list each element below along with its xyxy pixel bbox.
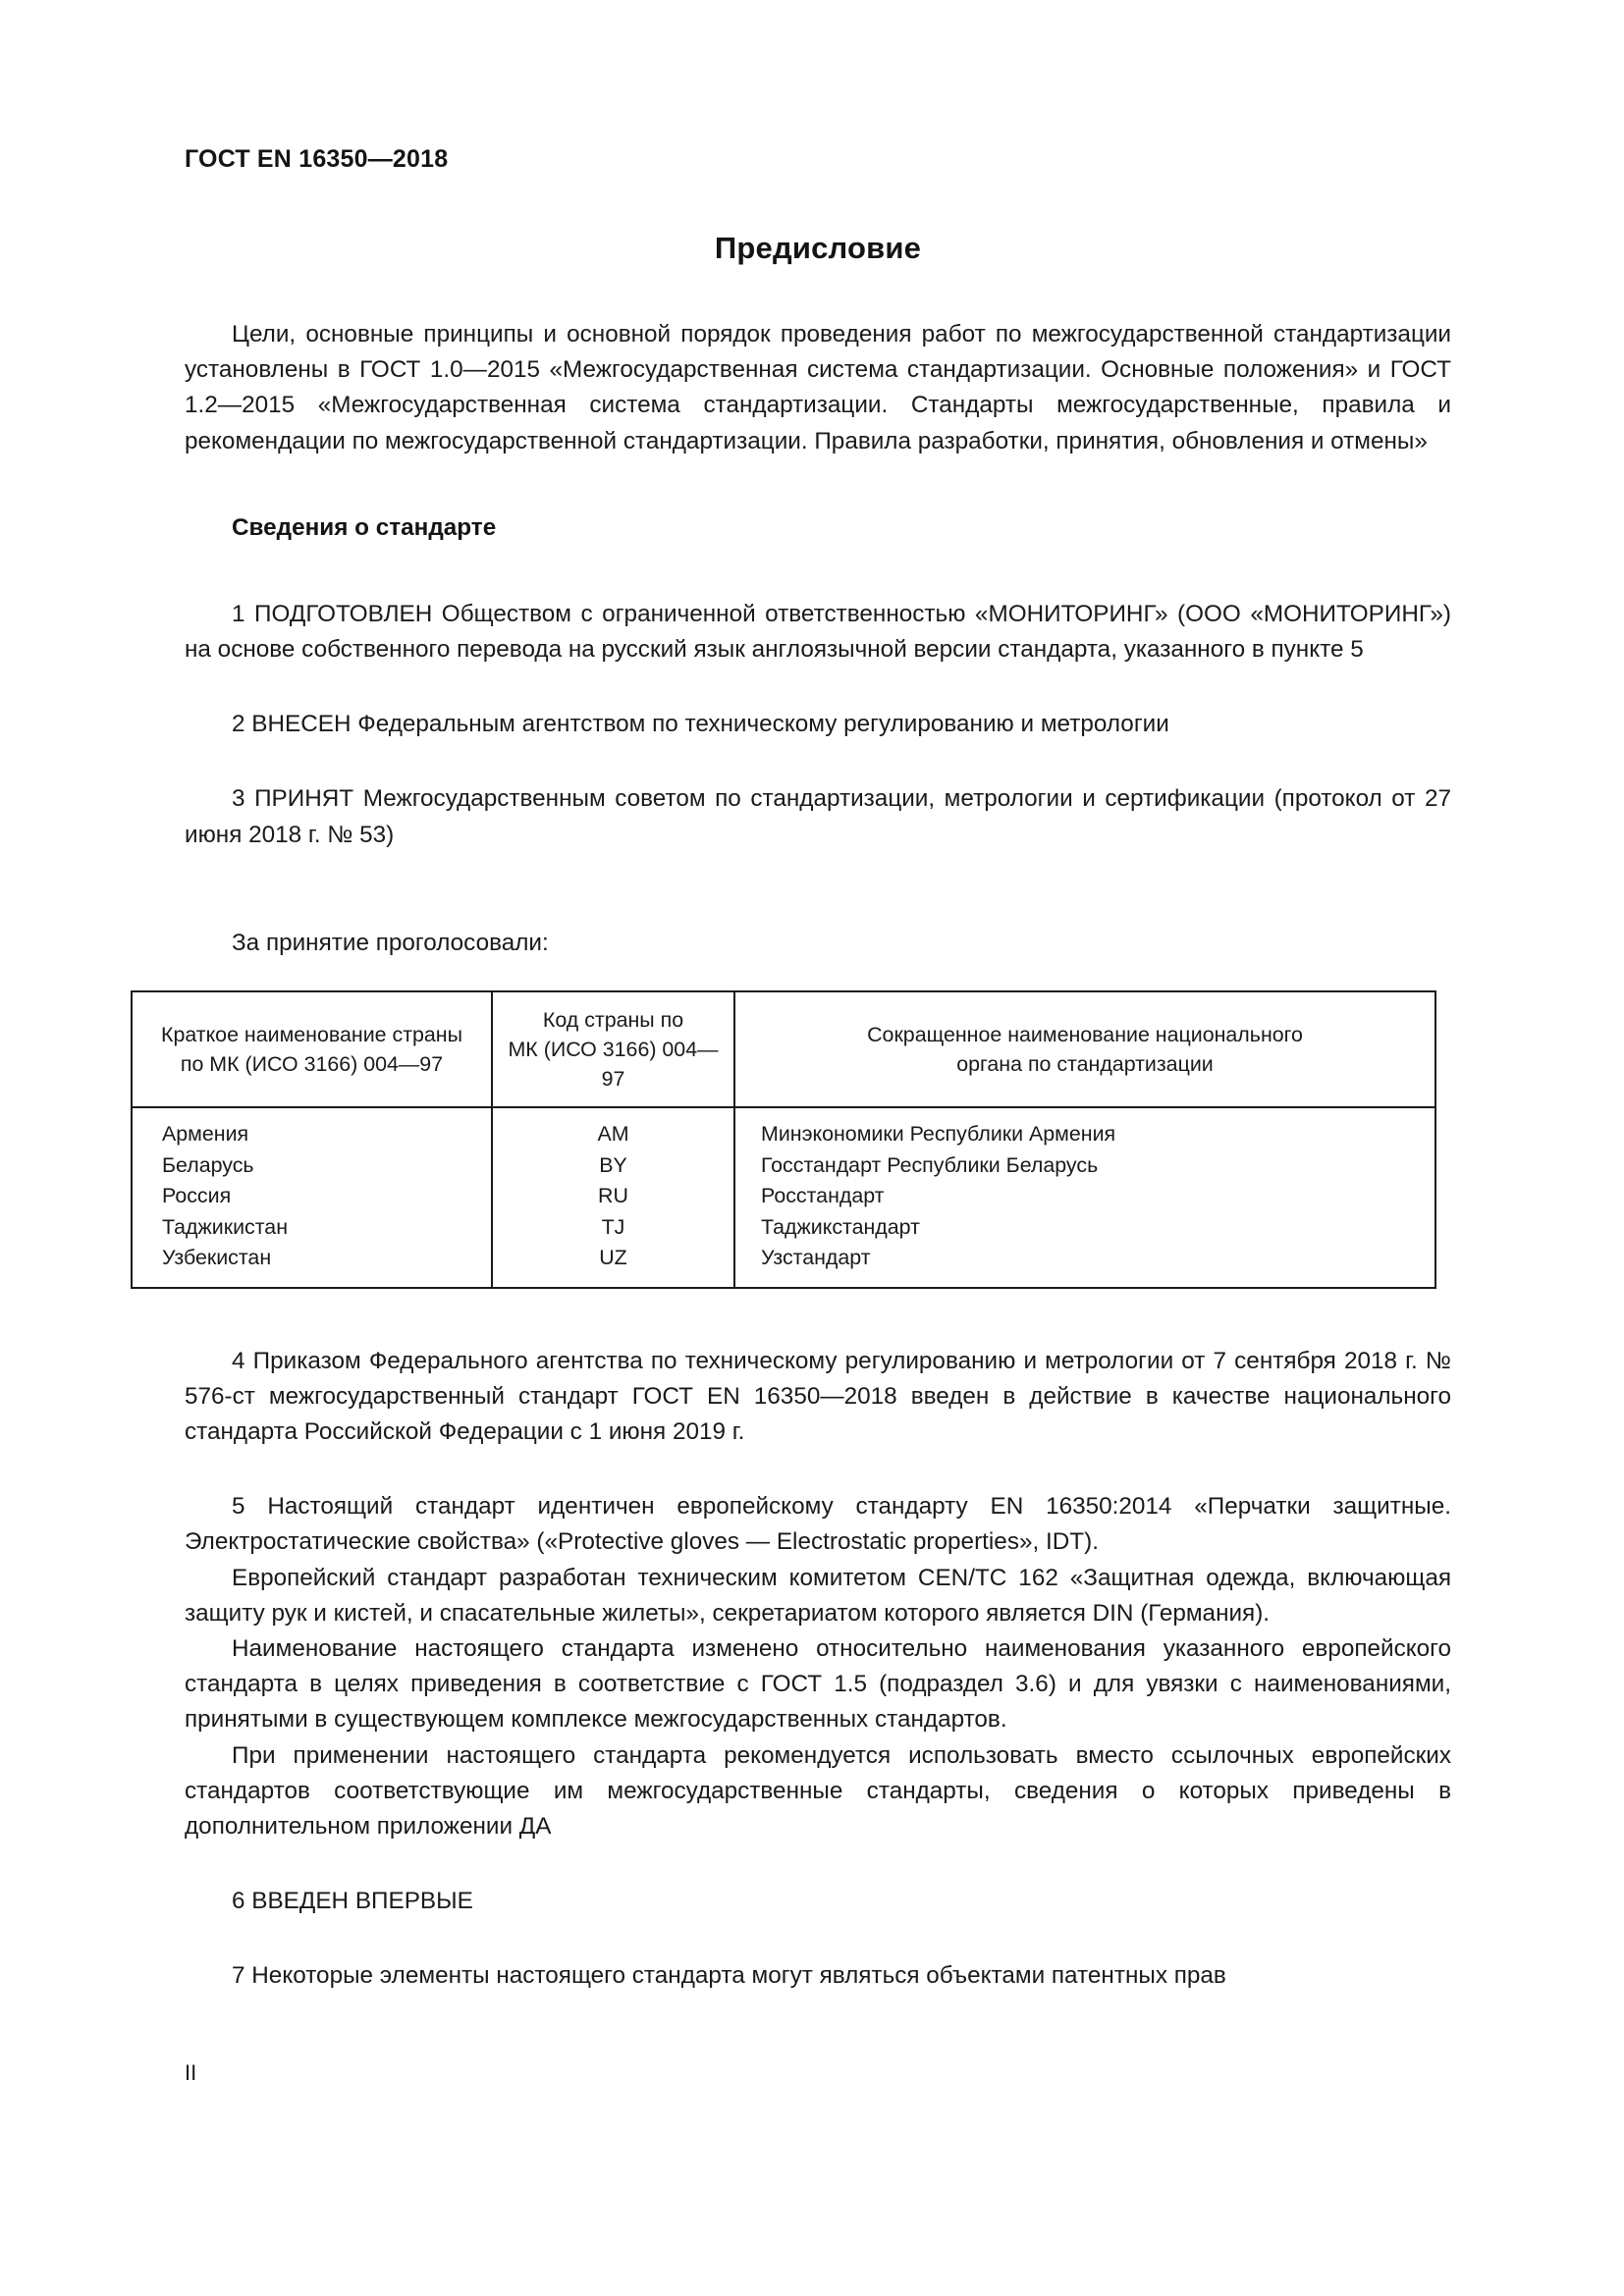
page-title: Предисловие xyxy=(714,231,922,265)
list-item: Армения xyxy=(162,1122,249,1147)
column-header-national-body-line1: Сокращенное наименование национального xyxy=(867,1023,1303,1047)
vote-caption: За принятие проголосовали: xyxy=(232,929,549,956)
column-header-national-body xyxy=(734,991,1435,1107)
list-item: BY xyxy=(599,1152,627,1177)
list-item: Таджикстандарт xyxy=(761,1214,920,1239)
country-list xyxy=(133,1119,491,1274)
spacer xyxy=(185,961,1451,990)
standard-info-item-5-para-3: Наименование настоящего стандарта изменено относительно наименования указанного европейского стандарта в целях приведения в соответствие с ГОСТ 1.5 (подраздел 3.6) и для увязки с наименованиями, принятыми в существующем комплексе межгосударственных стандартов. xyxy=(185,1634,1451,1734)
standard-info-heading: Сведения о стандарте xyxy=(232,513,497,541)
list-item: Россия xyxy=(162,1184,232,1208)
standard-info-item-2: 2 ВНЕСЕН Федеральным агентством по техническому регулированию и метрологии xyxy=(232,711,1169,738)
vote-table-body xyxy=(132,1107,1435,1288)
standard-info-item-4: 4 Приказом Федерального агентства по техническому регулированию и метрологии от 7 сентября 2018 г. № 576-ст межгосударственный стандарт ГОСТ EN 16350—2018 введен в действие в качестве национального стандарта Российской Федерации с 1 июня 2019 г. xyxy=(185,1347,1451,1445)
column-header-national-body-line2: органа по стандартизации xyxy=(956,1052,1214,1077)
cell-countries xyxy=(132,1107,492,1288)
list-item: UZ xyxy=(599,1246,627,1270)
table-row xyxy=(132,1107,1435,1288)
column-header-code-line1: Код страны по xyxy=(542,1008,684,1033)
standard-info-item-1: 1 ПОДГОТОВЛЕН Обществом с ограниченной ответственностью «МОНИТОРИНГ» (ООО «МОНИТОРИНГ») на основе собственного перевода на русский язык англоязычной версии стандарта, указанного в пункте 5 xyxy=(185,600,1451,664)
standard-info-item-7: 7 Некоторые элементы настоящего стандарта могут являться объектами патентных прав xyxy=(232,1962,1226,1990)
spacer xyxy=(185,1289,1451,1344)
spacer xyxy=(185,459,1451,514)
list-item: TJ xyxy=(601,1214,625,1239)
page-content xyxy=(161,145,1451,1995)
list-item: Узстандарт xyxy=(761,1246,871,1270)
standard-info-item-5-para-4: При применении настоящего стандарта рекомендуется использовать вместо ссылочных европейских стандартов соответствующие им межгосударственные стандарты, сведения о которых приведены в дополнительном приложении ДА xyxy=(185,1741,1451,1840)
list-item: Минэкономики Республики Армения xyxy=(761,1122,1116,1147)
standard-info-item-6: 6 ВВЕДЕН ВПЕРВЫЕ xyxy=(232,1888,473,1915)
code-list xyxy=(493,1119,733,1274)
column-header-country-line1: Краткое наименование страны xyxy=(161,1023,462,1047)
standard-info-item-3: 3 ПРИНЯТ Межгосударственным советом по стандартизации, метрологии и сертификации (протокол от 27 июня 2018 г. № 53) xyxy=(185,785,1451,848)
list-item: RU xyxy=(598,1184,628,1208)
list-item: Узбекистан xyxy=(162,1246,272,1270)
spacer xyxy=(185,667,1451,707)
vote-table xyxy=(131,990,1436,1289)
spacer xyxy=(185,542,1451,597)
spacer xyxy=(185,1844,1451,1884)
column-header-code xyxy=(492,991,734,1107)
column-header-country xyxy=(132,991,492,1107)
list-item: AM xyxy=(597,1122,629,1147)
vote-table-head xyxy=(132,991,1435,1107)
spacer xyxy=(185,1919,1451,1958)
cell-codes xyxy=(492,1107,734,1288)
table-header-row xyxy=(132,991,1435,1107)
page-number: II xyxy=(185,2060,197,2085)
spacer xyxy=(185,742,1451,781)
spacer xyxy=(185,853,1451,926)
list-item: Госстандарт Республики Беларусь xyxy=(761,1152,1099,1177)
column-header-code-line2: МК (ИСО 3166) 004—97 xyxy=(508,1038,719,1092)
intro-paragraph: Цели, основные принципы и основной порядок проведения работ по межгосударственной стандартизации установлены в ГОСТ 1.0—2015 «Межгосударственная система стандартизации. Основные положения» и ГОСТ 1.2—2015 «Межгосударственная система стандартизации. Стандарты межгосударственные, правила и рекомендации по межгосударственной стандартизации. Правила разработки, принятия, обновления и отмены» xyxy=(185,321,1451,454)
list-item: Таджикистан xyxy=(162,1214,289,1239)
cell-national-bodies xyxy=(734,1107,1435,1288)
standard-info-item-5-para-2: Европейский стандарт разработан техническим комитетом CEN/TC 162 «Защитная одежда, включающая защиту рук и кистей, и спасательные жилеты», секретариатом которого является DIN (Германия). xyxy=(185,1564,1451,1627)
column-header-country-line2: по МК (ИСО 3166) 004—97 xyxy=(180,1052,444,1077)
standard-info-item-5: 5 Настоящий стандарт идентичен европейскому стандарту EN 16350:2014 «Перчатки защитные. Электростатические свойства» («Protective gloves — Electrostatic properties», IDT). xyxy=(185,1493,1451,1556)
running-header: ГОСТ EN 16350—2018 xyxy=(185,145,449,173)
national-body-list xyxy=(735,1119,1435,1274)
spacer xyxy=(185,1450,1451,1489)
list-item: Беларусь xyxy=(162,1152,254,1177)
list-item: Росстандарт xyxy=(761,1184,885,1208)
